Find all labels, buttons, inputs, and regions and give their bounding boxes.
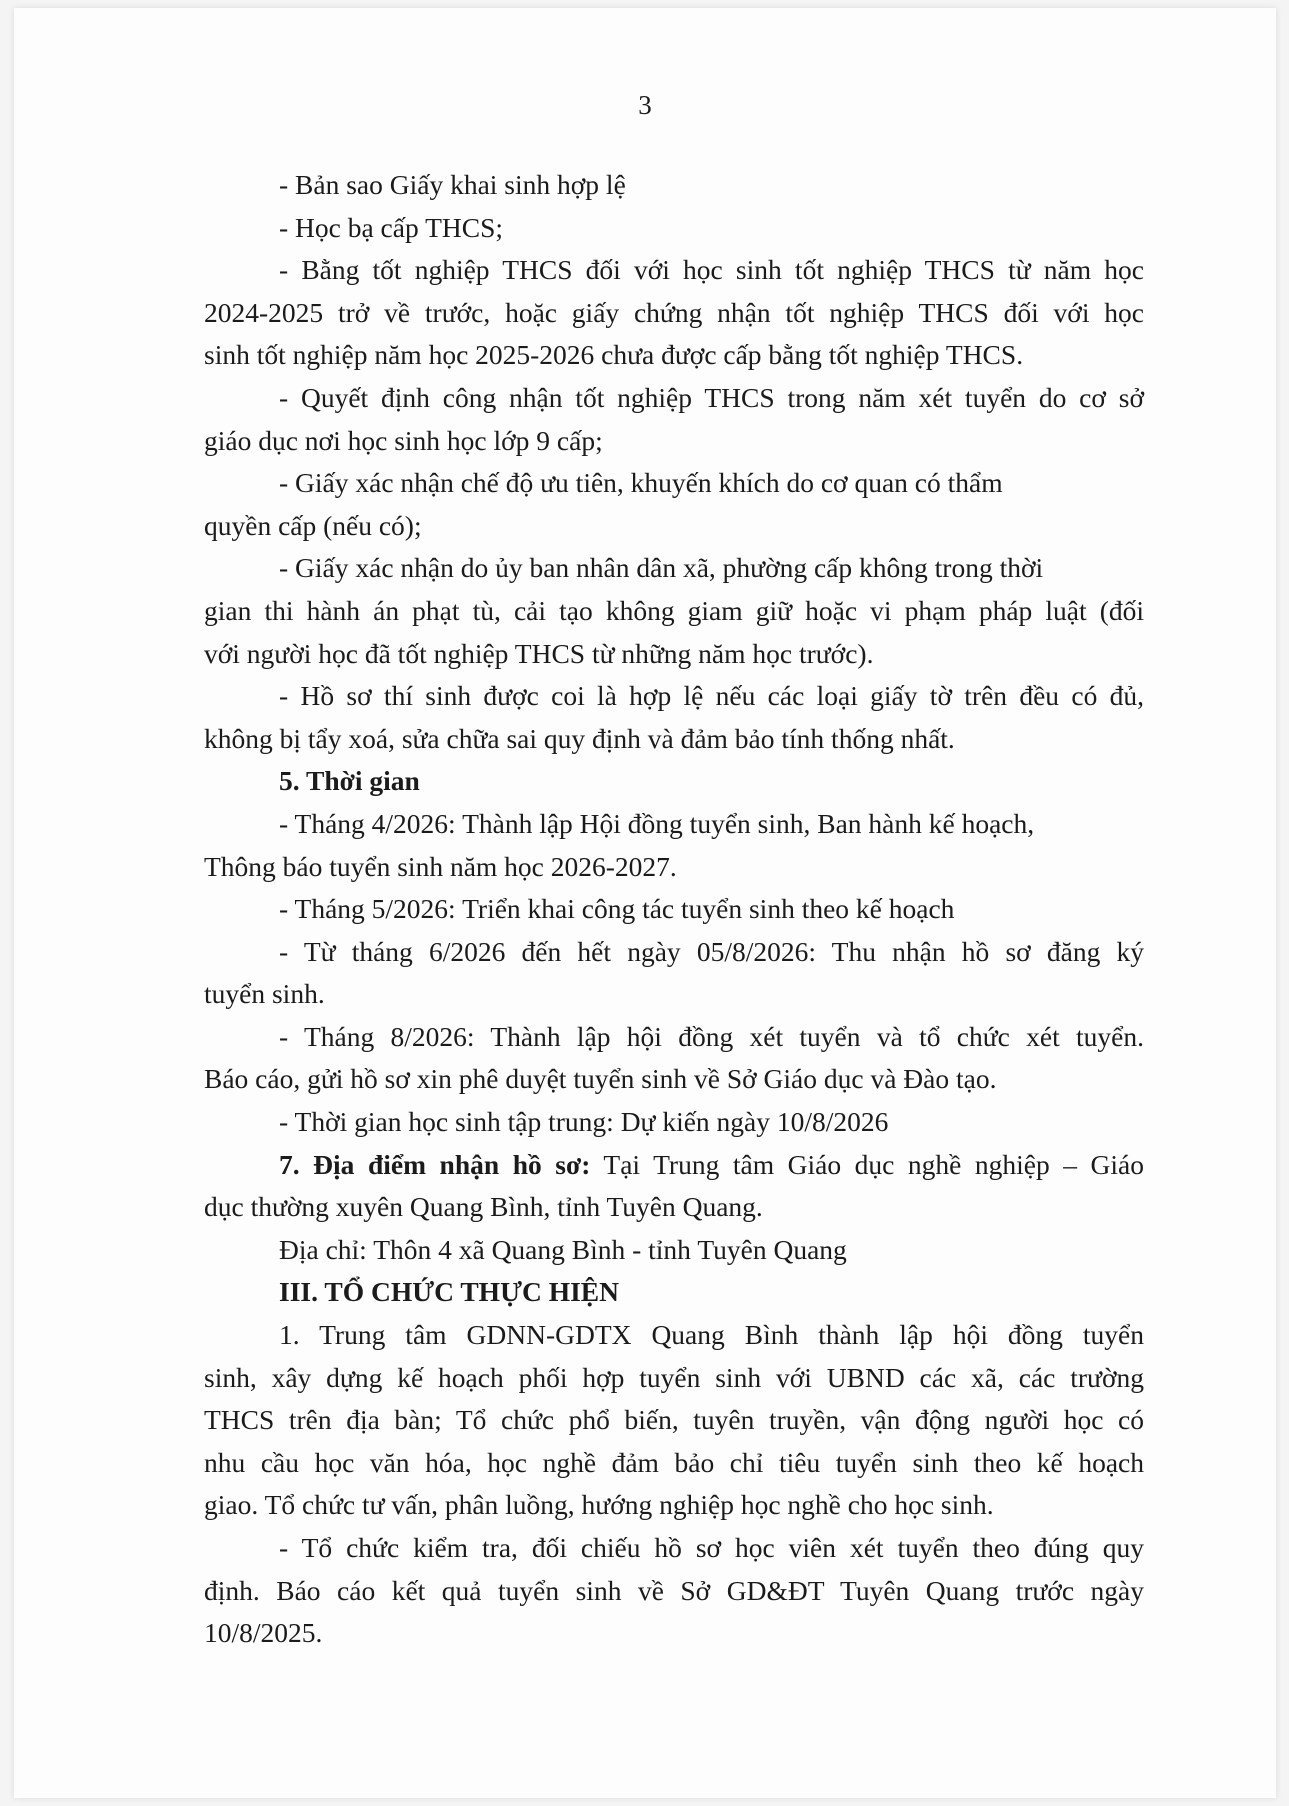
text-line: - Thời gian học sinh tập trung: Dự kiến ngày 10/8/2026 — [279, 1106, 889, 1138]
page-number: 3 — [638, 90, 652, 120]
text-line: với người học đã tốt nghiệp THCS từ những năm học trước). — [204, 637, 874, 669]
document-page — [14, 8, 1276, 1798]
text-line: Báo cáo, gửi hồ sơ xin phê duyệt tuyển sinh về Sở Giáo dục và Đào tạo. — [204, 1063, 997, 1095]
text-line: Thông báo tuyển sinh năm học 2026-2027. — [204, 850, 677, 882]
text-line: giáo dục nơi học sinh học lớp 9 cấp; — [204, 424, 603, 456]
text-line: gian thi hành án phạt tù, cải tạo không giam giữ hoặc vi phạm pháp luật (đối — [204, 594, 1144, 626]
text-line: quyền cấp (nếu có); — [204, 509, 422, 541]
text-line: 1. Trung tâm GDNN-GDTX Quang Bình thành lập hội đồng tuyển — [279, 1319, 1144, 1351]
text-line: - Tổ chức kiểm tra, đối chiếu hồ sơ học viên xét tuyển theo đúng quy — [279, 1532, 1144, 1563]
text-line: III. TỔ CHỨC THỰC HIỆN — [279, 1276, 619, 1308]
text-line: - Bằng tốt nghiệp THCS đối với học sinh tốt nghiệp THCS từ năm học — [279, 254, 1144, 286]
text-line: nhu cầu học văn hóa, học nghề đảm bảo chỉ tiêu tuyển sinh theo kế hoạch — [204, 1446, 1144, 1478]
text-line: - Tháng 5/2026: Triển khai công tác tuyển sinh theo kế hoạch — [279, 893, 955, 925]
text-line: 2024-2025 trở về trước, hoặc giấy chứng nhận tốt nghiệp THCS đối với học — [204, 296, 1144, 328]
text-line: không bị tẩy xoá, sửa chữa sai quy định và đảm bảo tính thống nhất. — [204, 722, 955, 754]
text-line: - Từ tháng 6/2026 đến hết ngày 05/8/2026: Thu nhận hồ sơ đăng ký — [279, 935, 1144, 967]
line-text: Tại Trung tâm Giáo dục nghề nghiệp – Giáo — [590, 1148, 1145, 1180]
text-line: - Quyết định công nhận tốt nghiệp THCS trong năm xét tuyển do cơ sở — [279, 381, 1144, 413]
text-line: - Hồ sơ thí sinh được coi là hợp lệ nếu các loại giấy tờ trên đều có đủ, — [279, 680, 1144, 712]
text-line: THCS trên địa bàn; Tổ chức phổ biến, tuyên truyền, vận động người học có — [204, 1404, 1144, 1436]
text-line: định. Báo cáo kết quả tuyển sinh về Sở GD&ĐT Tuyên Quang trước ngày — [204, 1574, 1144, 1606]
text-line: giao. Tổ chức tư vấn, phân luồng, hướng nghiệp học nghề cho học sinh. — [204, 1489, 994, 1521]
text-line: - Bản sao Giấy khai sinh hợp lệ — [279, 169, 626, 200]
text-line: - Học bạ cấp THCS; — [279, 211, 504, 243]
text-line: dục thường xuyên Quang Bình, tỉnh Tuyên Quang. — [204, 1191, 763, 1223]
document-body — [204, 164, 1144, 1655]
text-line: 5. Thời gian — [279, 765, 420, 797]
text-line: tuyển sinh. — [204, 978, 325, 1010]
text-line: sinh, xây dựng kế hoạch phối hợp tuyển sinh với UBND các xã, các trường — [204, 1361, 1144, 1393]
text-line: sinh tốt nghiệp năm học 2025-2026 chưa được cấp bằng tốt nghiệp THCS. — [204, 339, 1024, 371]
text-line — [204, 1144, 1144, 1187]
text-line: 10/8/2025. — [204, 1617, 323, 1649]
text-line: - Tháng 4/2026: Thành lập Hội đồng tuyển sinh, Ban hành kế hoạch, — [279, 807, 1035, 839]
bold-heading-prefix: 7. Địa điểm nhận hồ sơ: — [279, 1148, 591, 1180]
text-line: Địa chỉ: Thôn 4 xã Quang Bình - tỉnh Tuyên Quang — [279, 1233, 847, 1265]
text-line: - Giấy xác nhận chế độ ưu tiên, khuyến khích do cơ quan có thẩm — [279, 467, 1003, 499]
text-line: - Tháng 8/2026: Thành lập hội đồng xét tuyển và tổ chức xét tuyển. — [279, 1020, 1144, 1052]
text-line: - Giấy xác nhận do ủy ban nhân dân xã, phường cấp không trong thời — [279, 552, 1044, 584]
